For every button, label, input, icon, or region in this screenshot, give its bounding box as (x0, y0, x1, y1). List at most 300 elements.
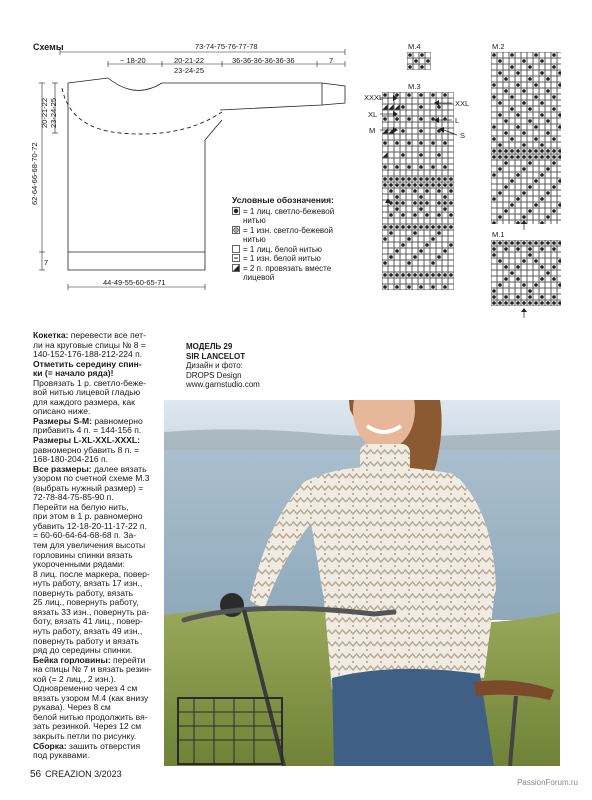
chart-dot (492, 289, 496, 293)
chart-cell (503, 190, 509, 196)
chart-cell (497, 276, 503, 282)
text-run: Провязать 1 р. светло-беже- (33, 377, 146, 388)
text-run: (выбрать нужный размер) = (33, 482, 144, 493)
chart-cell (442, 254, 448, 260)
chart-cell (533, 88, 539, 94)
legend-text: лицевой (243, 273, 275, 282)
chart-cell (557, 214, 561, 220)
chart-cell (515, 270, 521, 276)
chart-dot (516, 265, 520, 269)
chart-cell (412, 242, 418, 248)
chart-cell (503, 270, 509, 276)
chart-cell (533, 252, 539, 258)
chart-dot (437, 231, 441, 235)
chart-cell (491, 214, 497, 220)
chart-cell (430, 230, 436, 236)
chart-dot (546, 89, 550, 93)
chart-dot (546, 77, 550, 81)
chart-cell (551, 252, 557, 258)
chart-cell (412, 278, 418, 284)
chart-cell (545, 208, 551, 214)
chart-dot (498, 149, 502, 153)
chart-cell (503, 282, 509, 288)
chart-dot (504, 119, 508, 123)
chart-cell (557, 220, 561, 224)
chart-dot (534, 301, 538, 305)
chart-cell (539, 258, 545, 264)
chart-cell (436, 260, 442, 266)
chart-dot (498, 101, 502, 105)
chart-cell (545, 70, 551, 76)
chart-dot (389, 273, 393, 277)
chart-dot (443, 249, 447, 253)
chart-cell (509, 288, 515, 294)
chart-cell (557, 264, 561, 270)
chart-cell (394, 266, 400, 272)
chart-cell (509, 196, 515, 202)
chart-cell (557, 142, 561, 148)
purl-white-symbol-icon (232, 254, 243, 262)
text-run: укороченными рядами: (33, 559, 126, 570)
chart-dot (522, 301, 526, 305)
chart-dot (510, 241, 514, 245)
chart-dot (552, 65, 556, 69)
chart-dot (437, 273, 441, 277)
chart-cell (551, 142, 557, 148)
chart-cell (521, 172, 527, 178)
chart-cell (533, 276, 539, 282)
chart-cell (533, 106, 539, 112)
chart-cell (533, 190, 539, 196)
chart-cell (557, 196, 561, 202)
chart-dot (540, 149, 544, 153)
chart-cell (388, 248, 394, 254)
chart-cell (400, 230, 406, 236)
chart-dot (540, 101, 544, 105)
chart-dot (504, 89, 508, 93)
chart-cell (515, 64, 521, 70)
chart-cell (509, 82, 515, 88)
chart-dot (408, 53, 412, 57)
knit-beige-symbol-icon (232, 207, 243, 215)
legend-text: нитью (243, 216, 266, 225)
text-heading: Отметить середину спин- (33, 358, 142, 369)
text-run: зашить отверстия (66, 740, 141, 751)
chart-dot (552, 265, 556, 269)
legend-text: = 2 п. провязать вместе (243, 263, 332, 273)
chart-cell (503, 166, 509, 172)
chart-cell (491, 264, 497, 270)
chart-cell (497, 76, 503, 82)
chart-dot (534, 137, 538, 141)
chart-cell (491, 112, 497, 118)
chart-dot (420, 65, 424, 69)
text-run: ли на круговые спицы № 8 = (33, 339, 146, 350)
chart-cell (527, 258, 533, 264)
chart-cell (509, 208, 515, 214)
model-info (186, 342, 260, 390)
chart-cell (545, 276, 551, 282)
chart-cell (503, 94, 509, 100)
text-run: вой нитью лицевой гладью (33, 387, 141, 398)
chart-cell (551, 282, 557, 288)
chart-dot (552, 137, 556, 141)
chart-cell (509, 76, 515, 82)
chart-cell (430, 266, 436, 272)
chart-cell (503, 258, 509, 264)
chart-dot (425, 273, 429, 277)
purl-beige-symbol-icon (232, 226, 243, 234)
chart-cell (406, 254, 412, 260)
chart-cell (503, 112, 509, 118)
chart-dot (552, 149, 556, 153)
chart-dot (431, 273, 435, 277)
chart-cell (557, 76, 561, 82)
magazine-issue: CREAZION 3/2023 (45, 769, 122, 779)
chart-dot (528, 185, 532, 189)
text-run: повернуть работу, вязать (33, 587, 134, 598)
chart-dot (528, 209, 532, 213)
chart-dot (534, 83, 538, 87)
chart-dot (383, 261, 387, 265)
chart-dot (395, 285, 399, 289)
chart-cell (521, 52, 527, 58)
chart-dot (552, 241, 556, 245)
chart-cell (430, 248, 436, 254)
chart-cell (394, 278, 400, 284)
chart-cell (551, 190, 557, 196)
legend-item-k2tog (232, 264, 392, 283)
chart-dot (534, 283, 538, 287)
chart-cell (491, 88, 497, 94)
chart-cell (521, 184, 527, 190)
chart-cell (509, 70, 515, 76)
chart-cell (539, 82, 545, 88)
text-run: вязать узором М.4 (как внизу (33, 692, 149, 703)
chart-dot (516, 247, 520, 251)
chart-dot (492, 241, 496, 245)
chart-cell (551, 178, 557, 184)
chart-cell (557, 118, 561, 124)
chart-dot (492, 301, 496, 305)
chart-cell (503, 142, 509, 148)
chart-dot (528, 77, 532, 81)
chart-dot (540, 173, 544, 177)
text-run: убавить 12-18-20-11-17-22 п. (33, 520, 147, 531)
chart-dot (522, 167, 526, 171)
chart-cell (406, 248, 412, 254)
text-run: при этом в 1 р. равномерно (33, 511, 143, 522)
chart-dot (534, 241, 538, 245)
chart-cell (503, 220, 509, 224)
chart-cell (551, 88, 557, 94)
chart-cell (545, 252, 551, 258)
chart-cell (551, 76, 557, 82)
dim-vert-yoke-2: 23-24-25 (49, 97, 58, 128)
chart-cell (436, 284, 442, 290)
chart-cell (503, 58, 509, 64)
chart-dot (425, 225, 429, 229)
chart-cell (491, 276, 497, 282)
chart-dot (431, 225, 435, 229)
chart-dot (413, 273, 417, 277)
chart-cell (497, 252, 503, 258)
chart-dot (401, 273, 405, 277)
legend-item-purl-white (232, 254, 392, 264)
chart-cell (515, 160, 521, 166)
chart-dot (431, 285, 435, 289)
chart-cell (509, 258, 515, 264)
chart-cell (424, 254, 430, 260)
chart-dot (552, 107, 556, 111)
chart-dot (546, 155, 550, 159)
chart-cell (509, 100, 515, 106)
knit-white-symbol-icon (232, 245, 243, 253)
chart-m4-label: M.4 (408, 42, 421, 51)
chart-cell (527, 190, 533, 196)
chart-dot (516, 277, 520, 281)
chart-cell (491, 190, 497, 196)
chart-dot (546, 301, 550, 305)
dim-seg-a: ~ 18-20 (120, 56, 146, 65)
chart-cell (521, 64, 527, 70)
chart-cell (539, 282, 545, 288)
chart-cell (533, 70, 539, 76)
chart-dot (540, 155, 544, 159)
chart-cell (545, 160, 551, 166)
chart-dot (552, 301, 556, 305)
chart-cell (545, 172, 551, 178)
chart-dot (383, 225, 387, 229)
chart-dot (528, 289, 532, 293)
chart-cell (436, 242, 442, 248)
text-heading: Все размеры: (33, 463, 92, 474)
chart-cell (515, 118, 521, 124)
chart-cell (545, 106, 551, 112)
chart-cell (448, 260, 454, 266)
chart-cell (388, 236, 394, 242)
chart-cell (394, 260, 400, 266)
chart-cell (521, 202, 527, 208)
legend-text: = 1 лиц. светло-бежевой (243, 206, 335, 216)
chart-dot (546, 241, 550, 245)
chart-cell (424, 230, 430, 236)
chart-cell (533, 184, 539, 190)
chart-cell (551, 214, 557, 220)
chart-cell (551, 220, 557, 224)
chart-cell (521, 196, 527, 202)
chart-cell (497, 64, 503, 70)
chart-cell (521, 294, 527, 300)
chart-cell (406, 266, 412, 272)
chart-cell (521, 252, 527, 258)
chart-dot (504, 149, 508, 153)
chart-cell (382, 230, 388, 236)
chart-dot (540, 59, 544, 63)
chart-dot (522, 101, 526, 105)
chart-cell (509, 220, 515, 224)
text-run: нуть работу, вязать 49 изн., (33, 625, 143, 636)
chart-cell (545, 136, 551, 142)
credit-designer: DROPS Design (186, 370, 242, 380)
chart-dot (546, 215, 550, 219)
chart-cell (521, 178, 527, 184)
chart-dot (492, 295, 496, 299)
chart-dot (552, 209, 556, 213)
chart-cell (491, 118, 497, 124)
chart-dot (419, 273, 423, 277)
chart-cell (557, 58, 561, 64)
chart-dot (510, 53, 514, 57)
chart-cell (448, 236, 454, 242)
chart-dot (492, 83, 496, 87)
chart-cell (497, 294, 503, 300)
chart-m2-arrow-icon (519, 220, 529, 230)
chart-cell (527, 58, 533, 64)
chart-cell (388, 242, 394, 248)
chart-cell (557, 190, 561, 196)
chart-dot (449, 243, 453, 247)
text-run: 140-152-176-188-212-224 п. (33, 349, 143, 360)
chart-cell (515, 136, 521, 142)
chart-dot (414, 59, 418, 63)
chart-dot (540, 247, 544, 251)
chart-dot (516, 125, 520, 129)
chart-dot (534, 125, 538, 129)
chart-cell (491, 142, 497, 148)
chart-cell (533, 214, 539, 220)
chart-dot (534, 259, 538, 263)
chart-dot (546, 119, 550, 123)
chart-cell (419, 58, 425, 64)
chart-m2-label: M.2 (492, 42, 505, 51)
text-run: вязать 33 изн., повернуть ра- (33, 606, 150, 617)
chart-cell (527, 270, 533, 276)
chart-cell (545, 246, 551, 252)
chart-cell (557, 160, 561, 166)
chart-m2 (491, 52, 561, 224)
chart-dot (510, 155, 514, 159)
size-xxl-label: XXL (455, 99, 470, 108)
chart-dot (522, 155, 526, 159)
chart-cell (509, 276, 515, 282)
chart-cell (515, 282, 521, 288)
chart-cell (424, 278, 430, 284)
chart-cell (497, 220, 503, 224)
chart-dot (516, 83, 520, 87)
chart-cell (497, 202, 503, 208)
chart-cell (388, 284, 394, 290)
chart-cell (497, 264, 503, 270)
chart-dot (420, 53, 424, 57)
chart-cell (515, 166, 521, 172)
chart-cell (533, 172, 539, 178)
chart-cell (521, 112, 527, 118)
chart-cell (521, 76, 527, 82)
chart-dot (546, 167, 550, 171)
chart-dot (516, 241, 520, 245)
chart-cell (497, 52, 503, 58)
chart-cell (497, 106, 503, 112)
chart-cell (557, 100, 561, 106)
watermark: PassionForum.ru (517, 778, 578, 787)
chart-cell (497, 246, 503, 252)
chart-dot (528, 247, 532, 251)
chart-cell (491, 100, 497, 106)
text-run: кой (= 2 лиц., 2 изн.). (33, 673, 116, 684)
chart-dot (413, 225, 417, 229)
chart-dot (492, 53, 496, 57)
chart-cell (545, 124, 551, 130)
chart-dot (522, 59, 526, 63)
chart-cell (491, 202, 497, 208)
chart-cell (545, 82, 551, 88)
chart-dot (540, 113, 544, 117)
chart-dot (407, 285, 411, 289)
chart-cell (400, 254, 406, 260)
chart-cell (407, 58, 413, 64)
chart-dot (395, 249, 399, 253)
legend-title: Условные обозначения: (232, 195, 334, 205)
chart-dot (408, 65, 412, 69)
text-run: белой нитью продолжить вя- (33, 711, 148, 722)
text-run: Перейти на белую нить, (33, 501, 129, 512)
page-number: 56 (30, 769, 42, 780)
chart-dot (407, 237, 411, 241)
chart-cell (533, 220, 539, 224)
chart-dot (552, 155, 556, 159)
chart-cell (533, 166, 539, 172)
chart-cell (491, 178, 497, 184)
chart-cell (533, 100, 539, 106)
chart-cell (527, 100, 533, 106)
chart-cell (491, 184, 497, 190)
chart-cell (545, 64, 551, 70)
text-run: перевести все пет- (68, 330, 146, 340)
chart-dot (528, 65, 532, 69)
chart-cell (418, 254, 424, 260)
dim-seg-b2: 23-24-25 (174, 66, 205, 75)
chart-dot (522, 241, 526, 245)
chart-dot (522, 149, 526, 153)
chart-cell (400, 278, 406, 284)
chart-m1 (491, 240, 561, 306)
chart-cell (539, 184, 545, 190)
legend-item-purl-beige (232, 226, 392, 245)
chart-cell (382, 248, 388, 254)
dim-vert-rib: 7 (44, 258, 49, 267)
chart-dot (431, 261, 435, 265)
chart-cell (424, 284, 430, 290)
chart-cell (515, 184, 521, 190)
chart-cell (491, 64, 497, 70)
text-run: горловины спинки вязать (33, 549, 133, 560)
chart-cell (533, 288, 539, 294)
chart-cell (515, 208, 521, 214)
chart-cell (515, 258, 521, 264)
chart-cell (551, 58, 557, 64)
chart-cell (497, 124, 503, 130)
chart-cell (491, 208, 497, 214)
chart-cell (545, 178, 551, 184)
chart-cell (539, 106, 545, 112)
chart-cell (515, 76, 521, 82)
chart-cell (557, 252, 561, 258)
chart-dot (498, 71, 502, 75)
chart-cell (509, 184, 515, 190)
chart-cell (545, 288, 551, 294)
chart-dot (540, 265, 544, 269)
